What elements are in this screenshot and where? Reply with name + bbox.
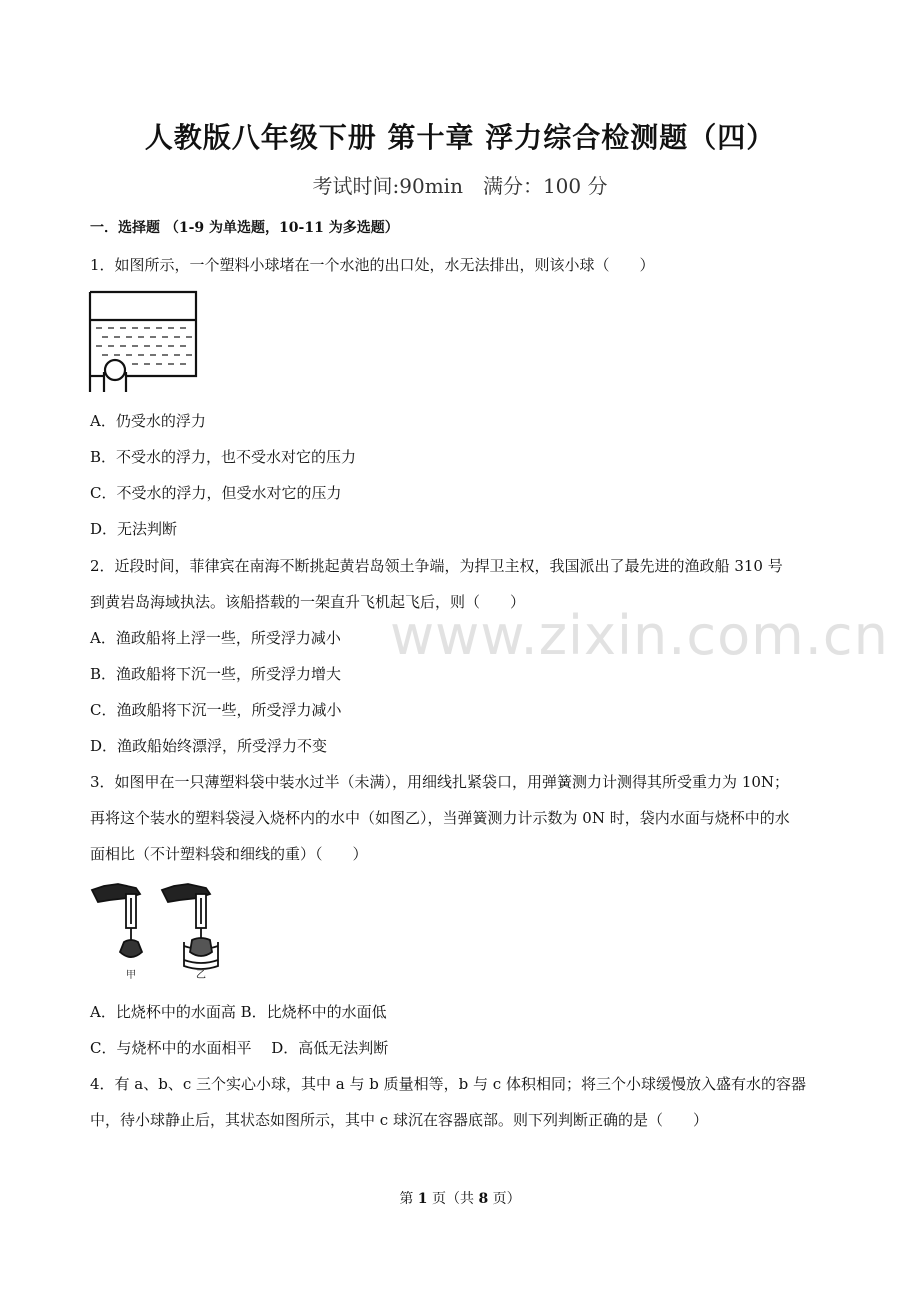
question-4-stem-line-2: 中，待小球静止后，其状态如图所示，其中 c 球沉在容器底部。则下列判断正确的是（ ）	[90, 1111, 708, 1129]
question-4-stem-line-1: 4．有 a、b、c 三个实心小球，其中 a 与 b 质量相等，b 与 c 体积相同；将三个小球缓慢放入盛有水的容器	[90, 1075, 806, 1093]
question-2-stem-line-1: 2．近段时间，菲律宾在南海不断挑起黄岩岛领土争端，为捍卫主权，我国派出了最先进的渔政船 310 号	[90, 557, 783, 575]
option-2b: B．渔政船将下沉一些，所受浮力增大	[90, 665, 342, 683]
option-2d: D．渔政船始终漂浮，所受浮力不变	[90, 737, 328, 755]
option-1c: C．不受水的浮力，但受水对它的压力	[90, 484, 342, 502]
footer-page-number: 1	[417, 1191, 428, 1207]
question-1-stem: 1．如图所示，一个塑料小球堵在一个水池的出口处，水无法排出，则该小球（ ）	[90, 256, 655, 274]
question-3-stem-line-3: 面相比（不计塑料袋和细线的重）（ ）	[90, 845, 368, 863]
footer-pre: 第	[399, 1191, 418, 1207]
page-footer	[0, 1188, 920, 1208]
option-3cd: C．与烧杯中的水面相平 D．高低无法判断	[90, 1039, 389, 1057]
exam-info: 考试时间:90min 满分：100 分	[312, 174, 608, 198]
footer-post: 页）	[488, 1191, 521, 1207]
pool-drain-figure	[88, 288, 200, 396]
option-1a: A．仍受水的浮力	[90, 412, 206, 430]
question-3-stem-line-2: 再将这个装水的塑料袋浸入烧杯内的水中（如图乙），当弹簧测力计示数为 0N 时，袋内水面与烧杯中的水	[90, 809, 790, 827]
footer-total-pages: 8	[478, 1191, 489, 1207]
option-2c: C．渔政船将下沉一些，所受浮力减小	[90, 701, 342, 719]
figure-label-yi: 乙	[196, 970, 206, 981]
option-2a: A．渔政船将上浮一些，所受浮力减小	[90, 629, 341, 647]
watermark: www.zixin.com.cn	[390, 604, 889, 667]
option-1b: B．不受水的浮力，也不受水对它的压力	[90, 448, 357, 466]
option-3ab: A．比烧杯中的水面高 B．比烧杯中的水面低	[90, 1003, 387, 1021]
footer-mid: 页（共	[427, 1191, 479, 1207]
question-3-stem-line-1: 3．如图甲在一只薄塑料袋中装水过半（未满），用细线扎紧袋口，用弹簧测力计测得其所受重力为 10N；	[90, 773, 790, 791]
figure-label-jia: 甲	[126, 970, 136, 981]
spring-scale-figure	[88, 880, 234, 984]
question-2-stem-line-2: 到黄岩岛海域执法。该船搭载的一架直升飞机起飞后，则（ ）	[90, 593, 526, 611]
option-1d: D．无法判断	[90, 520, 178, 538]
section-heading: 一．选择题 （1-9 为单选题，10-11 为多选题）	[90, 220, 399, 236]
page-title: 人教版八年级下册 第十章 浮力综合检测题（四）	[144, 121, 776, 154]
